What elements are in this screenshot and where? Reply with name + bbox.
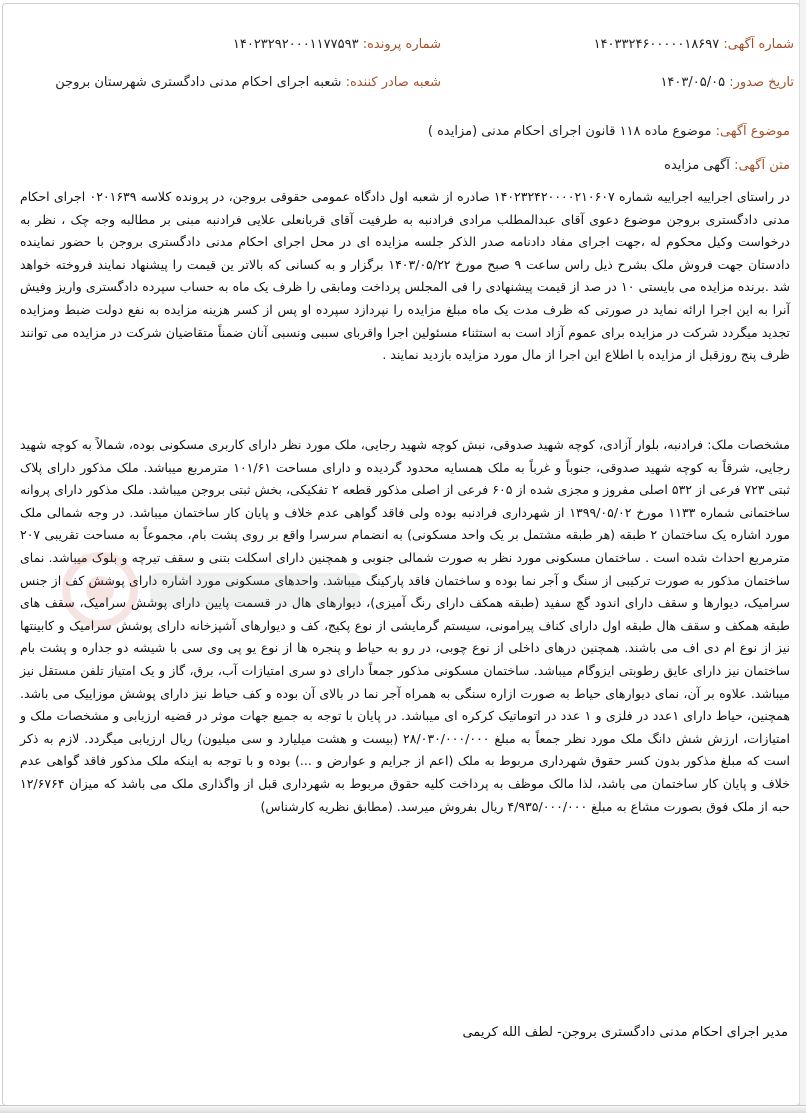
notice-number-value: ۱۴۰۳۳۲۴۶۰۰۰۰۰۱۸۶۹۷	[593, 37, 720, 52]
notice-text-heading	[664, 158, 790, 173]
notice-text-value: آگهی مزایده	[664, 158, 730, 173]
issuer-label: شعبه صادر کننده:	[345, 75, 441, 90]
case-number-value: ۱۴۰۲۳۲۹۲۰۰۰۱۱۷۷۵۹۳	[232, 37, 359, 52]
issue-date-value: ۱۴۰۳/۰۵/۰۵	[660, 75, 726, 90]
notice-subject	[428, 124, 790, 139]
vertical-scrollbar[interactable]	[799, 0, 806, 1113]
notice-number-label: شماره آگهی:	[723, 37, 794, 52]
issue-date	[660, 75, 794, 90]
property-specs-paragraph: مشخصات ملک: فرادنبه، بلوار آزادی، کوچه شهید صدوقی، نبش کوچه شهید رجایی، ملک مورد نظر دارای کاربری مسکونی بوده، شمالاً به کوچه شهید رجایی، شرقاً به کوچه شهید صدوقی، جنوباً و غرباً به ملک همسایه محدود گردیده و دارای مساحت ۱۰۱/۶۱ مترمربع میباشد. ملک مذکور دارای پلاک ثبتی ۷۲۳ فرعی از ۵۳۲ اصلی مفروز و مجزی شده از ۶۰۵ فرعی از اصلی مذکور قطعه ۲ تفکیکی، بخش ثبتی بروجن میباشد. ملک مذکور دارای پروانه ساختمانی شماره ۱۱۳۳ مورخ ۱۳۹۹/۰۵/۰۲ از شهرداری فرادنبه بوده ولی فاقد گواهی عدم خلاف و پایان کار ساختمان میباشد. در وجه شمالی ملک مورد اشاره یک ساختمان ۲ طبقه (هر طبقه مشتمل بر یک واحد مسکونی) به انضمام سرسرا واقع بر روی پشت بام، مجموعاً به مساحت تقریبی ۲۰۷ مترمربع احداث شده است . ساختمان مسکونی مورد نظر به صورت شمالی جنوبی و همچنین دارای اسکلت بتنی و سقف تیرچه و بلوک میباشد. نمای ساختمان مذکور به صورت ترکیبی از سنگ و آجر نما بوده و ساختمان فاقد پارکینگ میباشد. واحدهای مسکونی مورد اشاره دارای پوشش کف از جنس سرامیک، دیوارها و سقف دارای اندود گچ سفید (طبقه همکف دارای رنگ آمیزی)، دیوارهای هال در قسمت پایین دارای پوشش سرامیک، سقف های طبقه همکف و سقف هال طبقه اول دارای کناف پیرامونی، سیستم گرمایشی از نوع پکیج، کف و دیوارهای آشپزخانه دارای پوشش سرامیک و کابینتها نیز از نوع ام دی اف می باشند. همچنین درهای داخلی از نوع چوبی، در رو به حیاط و پنجره ها از نوع یو پی وی سی با شیشه دو جداره و پشت بام ساختمان نیز دارای عایق رطوبتی ایزوگام میباشد. ساختمان مسکونی مذکور جمعاً دارای دو سری امتیازات آب، برق، گاز و یک امتیاز تلفن مستقل نیز میباشد. علاوه بر آن، نمای دیوارهای حیاط به صورت ازاره سنگی به همراه آجر نما در بالای آن بوده و کف حیاط نیز دارای پوشش موزاییک می باشد. همچنین، حیاط دارای ۱عدد در فلزی و ۱ عدد در اتوماتیک کرکره ای میباشد. در پایان با توجه به جمیع جهات موثر در قضیه ارزیابی و مشخصات ملک و امتیازات، ارزش شش دانگ ملک مورد نظر جمعاً به مبلغ ۲۸/۰۳۰/۰۰۰/۰۰۰ (بیست و هشت میلیارد و سی میلیون) ریال ارزیابی میگردد. لازم به ذکر است که مبلغ مذکور بدون کسر حقوق شهرداری مربوط به ملک (اعم از جرایم و عوارض و ...) بوده و با توجه به اینکه ملک مذکور فاقد گواهی عدم خلاف و پایان کار ساختمان می باشد، لذا مالک موظف به پرداخت کلیه حقوق مربوط به شهرداری قبل از واگذاری ملک می باشد که میزان ۱۲/۶۷۶۴ حبه از ملک فوق بصورت مشاع به مبلغ ۴/۹۳۵/۰۰۰/۰۰۰ ریال بفروش میرسد. (مطابق نظریه کارشناس)	[20, 437, 790, 814]
issue-date-label: تاریخ صدور:	[729, 75, 794, 90]
subject-label: موضوع آگهی:	[715, 124, 790, 139]
issuer-value: شعبه اجرای احکام مدنی دادگستری شهرستان بروجن	[55, 75, 342, 90]
notice-number	[594, 37, 794, 52]
case-number	[233, 37, 441, 52]
auction-terms-paragraph: در راستای اجراییه اجراییه شماره ۱۴۰۲۳۲۴۲۰۰۰۰۲۱۰۶۰۷ صادره از شعبه اول دادگاه عمومی حقوقی بروجن، در پرونده کلاسه ۰۲۰۱۶۳۹ اجرای احکام مدنی دادگستری بروجن موضوع دعوی آقای عبدالمطلب مرادی فرادنبه به طرفیت آقای قربانعلی علایی فرادنبه مبنی بر مطالبه وجه چک ، نظر به درخواست وکیل محکوم له ،جهت اجرای مفاد دادنامه صدر الذکر جلسه مزایده ای در محل اجرای احکام مدنی دادگستری بروجن با حضور نماینده دادستان جهت فروش ملک بشرح ذیل راس ساعت ۹ صبح مورخ ۱۴۰۳/۰۵/۲۲ برگزار و به کسانی که بالاتر ین قیمت را پیشنهاد نمایند فروخته خواهد شد .برنده مزایده می بایستی ۱۰ در صد از قیمت پیشنهادی را فی المجلس پرداخت ومابقی را ظرف یک ماه به حساب سپرده دادگستری واریز وفیش آنرا به این اجرا ارائه نماید در صورتی که ظرف مدت یک ماه مبلغ مزایده را نپردازد سپرده او پس از کسر هزینه مزایده به نفع دولت ضبط ومزایده تجدید میگردد شرکت در مزایده برای عموم آزاد است به استثناء مسئولین اجرا واقربای سببی ونسبی آنان ضمناً متقاضیان شرکت در مزایده می توانند ظرف پنج روزقبل از مزایده با اطلاع این اجرا از مال مورد مزایده بازدید نمایند .	[20, 189, 791, 363]
notice-text-label: متن آگهی:	[734, 158, 790, 173]
subject-value: موضوع ماده ۱۱۸ قانون اجرای احکام مدنی (مزایده )	[427, 124, 712, 139]
horizontal-scrollbar[interactable]	[0, 1105, 806, 1113]
issuer	[55, 75, 441, 90]
case-number-label: شماره پرونده:	[362, 37, 441, 52]
signature-line: مدیر اجرای احکام مدنی دادگستری بروجن- لطف الله کریمی	[462, 1025, 788, 1040]
